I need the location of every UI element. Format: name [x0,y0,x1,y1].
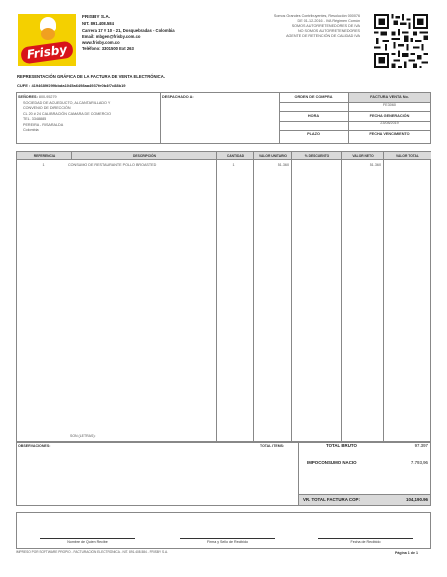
total-items-label: TOTAL ITEMS: [260,444,285,448]
total-factura-value: 104,190.96 [406,497,428,502]
signature-firma-sello: Firma y Sello de Recibido [207,540,248,544]
resolution-line: Somos Grandes Contribuyentes, Resolución 000076 [273,14,360,18]
factura-number: FE3060 [383,103,396,107]
chicken-mascot-icon [41,28,55,40]
header-valor-total: VALOR TOTAL [396,154,419,158]
header-valor-unitario: VALOR UNITARIO [259,154,287,158]
company-address: Carrera 17 # 10 - 21, Dosquebradas - Colombia [82,27,175,33]
qr-code-icon [374,14,428,68]
client-line: CL 20 # 24 CALIBRACIÓN CAMARA DE COMERCIO [23,111,111,116]
impoconsumo-value: 7.793,96 [410,460,428,465]
company-name: FRISBY S.A. [82,15,111,20]
row-referencia: 1 [42,163,45,167]
senores-label: SEÑORES: [18,95,38,99]
header-descuento: % DESCUENTO [304,154,330,158]
fecha-generacion-label: FECHA GENERACIÓN [369,114,410,118]
company-info [82,15,192,53]
header-valor-neto: VALOR NETO [352,154,374,158]
signature-quien-recibe: Nombre de Quien Recibe [67,540,108,544]
resolution-text [234,14,360,39]
total-factura-label: VR. TOTAL FACTURA COP: [303,497,360,502]
despachado-label: DESPACHADO A: [162,95,194,99]
observaciones-label: OBSERVACIONES: [18,444,51,448]
resolution-line: NO SOMOS AUTORRETENEDORES [297,29,360,33]
cufe-code: CUFE : 4194689f299bbda1045a6498aa4937fe0b4f7c88b19 [17,83,126,88]
row-cantidad: 1 [232,163,235,167]
plazo-label: PLAZO [307,132,320,136]
representation-title: REPRESENTACIÓN GRÁFICA DE LA FACTURA DE VENTA ELECTRÓNICA. [17,74,165,79]
company-nit: NIT. 891.408.584 [82,21,114,27]
company-email: Email: mbgen@frisby.com.co [82,33,141,39]
footer-text: IMPRESO POR SOFTWARE PROPIO - FACTURACIÓN ELECTRÓNICA - NIT. 891.408.584 - FRISBY S.A. [16,550,168,554]
company-logo [18,14,76,66]
resolution-line: DE 01-12-2016 - IVA Régimen Común [297,19,360,23]
factura-venta-label: FACTURA VENTA No. [370,95,409,99]
header-descripcion: DESCRIPCIÓN [133,154,156,158]
total-bruto-value: 97.397 [414,443,428,448]
resolution-line: AGENTE DE RETENCIÓN DE CALIDAD IVA [286,34,360,38]
client-line: Colombia [23,128,39,133]
client-nit: 800-95279 [38,95,57,99]
company-web: www.frisby.com.co [82,40,120,46]
items-table [16,151,431,442]
orden-compra-label: ORDEN DE COMPRA [294,95,333,99]
fecha-vencimiento-label: FECHA VENCIMIENTO [369,132,410,136]
page-number: Página 1 de 1 [395,551,418,555]
fecha-generacion-value: 23/08/2019 [380,121,399,125]
client-line: TEL. 3348885 [23,117,47,122]
resolution-line: SOMOS AUTORRETENEDORES DE IVA [291,24,360,28]
row-valor-neto: 51.360 [369,163,381,167]
company-phone: Teléfono: 3301500 Ext 263 [82,46,134,52]
hora-label: HORA [307,114,320,118]
client-line: PEREIRA - RISARALDA [23,122,64,127]
total-bruto-label: TOTAL BRUTO [326,443,357,448]
client-label [18,95,57,100]
client-line: SOCIEDAD DE ACUEDUCTO, ALCANTARILLADO Y [23,101,111,105]
impoconsumo-label: IMPOCONSUMO NACIO [307,460,357,465]
signature-fecha-recibo: Fecha de Recibido [350,540,381,544]
logo-wordmark: Frisby [20,40,74,64]
row-valor-unitario: 51.360 [277,163,289,167]
client-line: CONVENIO DE DIRECCIÓN [23,106,71,111]
header-cantidad: CANTIDAD [226,154,245,158]
client-details [23,101,158,133]
row-descripcion: CONSUMO DE RESTAURANTE POLLO BROASTED [68,163,157,167]
header-referencia: REFERENCIA [33,154,56,158]
son-letras-label: SON (LETRAS): [70,434,96,438]
